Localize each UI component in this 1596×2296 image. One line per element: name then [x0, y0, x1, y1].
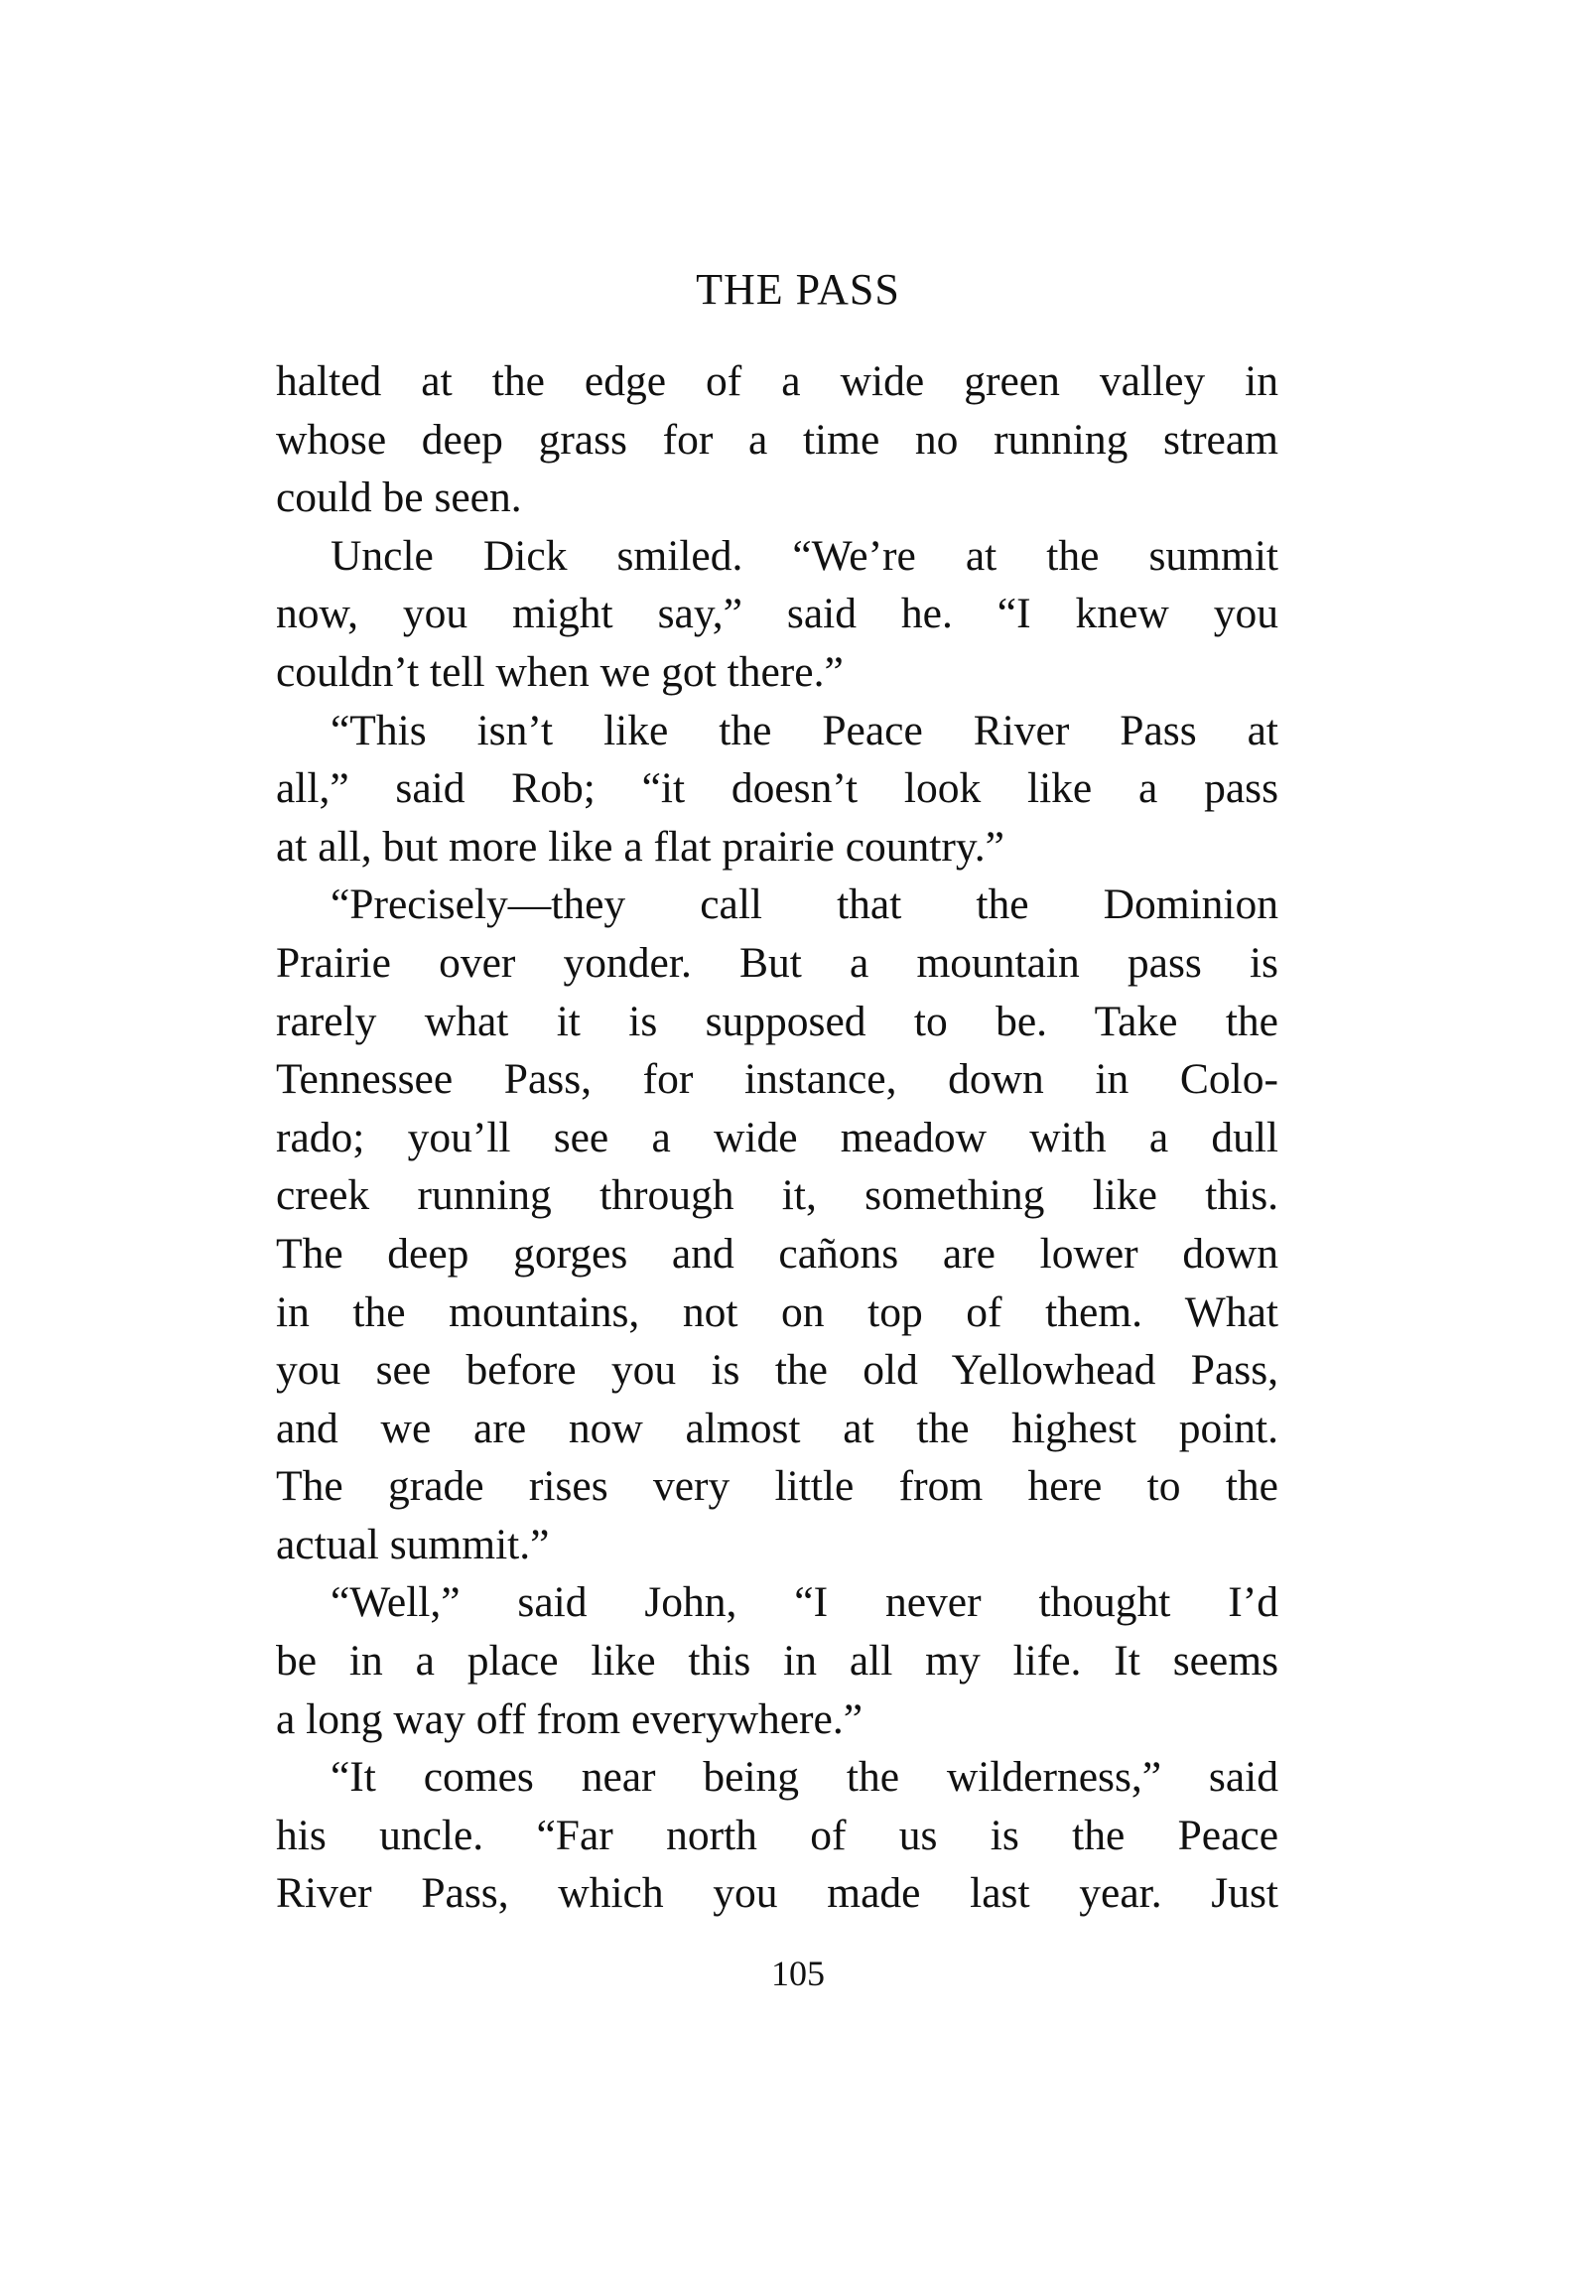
text-line: at all, but more like a flat prairie country.” [276, 822, 1004, 871]
text-line: his uncle. “Far north of us is the Peace [276, 1811, 1278, 1859]
text-line: be in a place like this in all my life. It seems [276, 1637, 1278, 1686]
text-line: a long way off from everywhere.” [276, 1694, 864, 1743]
text-line: River Pass, which you made last year. Just [276, 1869, 1278, 1918]
text-line: in the mountains, not on top of them. What [276, 1287, 1278, 1336]
text-line: now, you might say,” said he. “I knew you [276, 590, 1278, 638]
text-line: “Well,” said John, “I never thought I’d [331, 1578, 1278, 1627]
text-line: couldn’t tell when we got there.” [276, 647, 844, 696]
text-line: The deep gorges and cañons are lower down [276, 1229, 1278, 1278]
text-line: could be seen. [276, 473, 522, 522]
text-line: “It comes near being the wilderness,” said [331, 1753, 1278, 1802]
text-line: The grade rises very little from here to the [276, 1462, 1278, 1511]
text-line: “Precisely—they call that the Dominion [331, 880, 1278, 929]
text-line: rarely what it is supposed to be. Take the [276, 997, 1278, 1045]
text-line: halted at the edge of a wide green valley in [276, 357, 1278, 405]
body-text [276, 352, 1278, 1923]
page-number: 105 [771, 1954, 825, 1993]
text-line: rado; you’ll see a wide meadow with a dull [276, 1113, 1278, 1161]
text-line: Prairie over yonder. But a mountain pass is [276, 938, 1278, 987]
running-head: THE PASS [696, 265, 900, 314]
text-line: all,” said Rob; “it doesn’t look like a pass [276, 764, 1278, 813]
text-line: Uncle Dick smiled. “We’re at the summit [331, 531, 1278, 580]
text-line: actual summit.” [276, 1520, 550, 1568]
text-line: creek running through it, something like this. [276, 1171, 1278, 1220]
text-line: you see before you is the old Yellowhead Pass, [276, 1346, 1278, 1395]
text-line: “This isn’t like the Peace River Pass at [331, 706, 1278, 754]
text-line: and we are now almost at the highest point. [276, 1404, 1278, 1452]
text-line: whose deep grass for a time no running stream [276, 415, 1278, 464]
text-line: Tennessee Pass, for instance, down in Colo- [276, 1055, 1278, 1104]
